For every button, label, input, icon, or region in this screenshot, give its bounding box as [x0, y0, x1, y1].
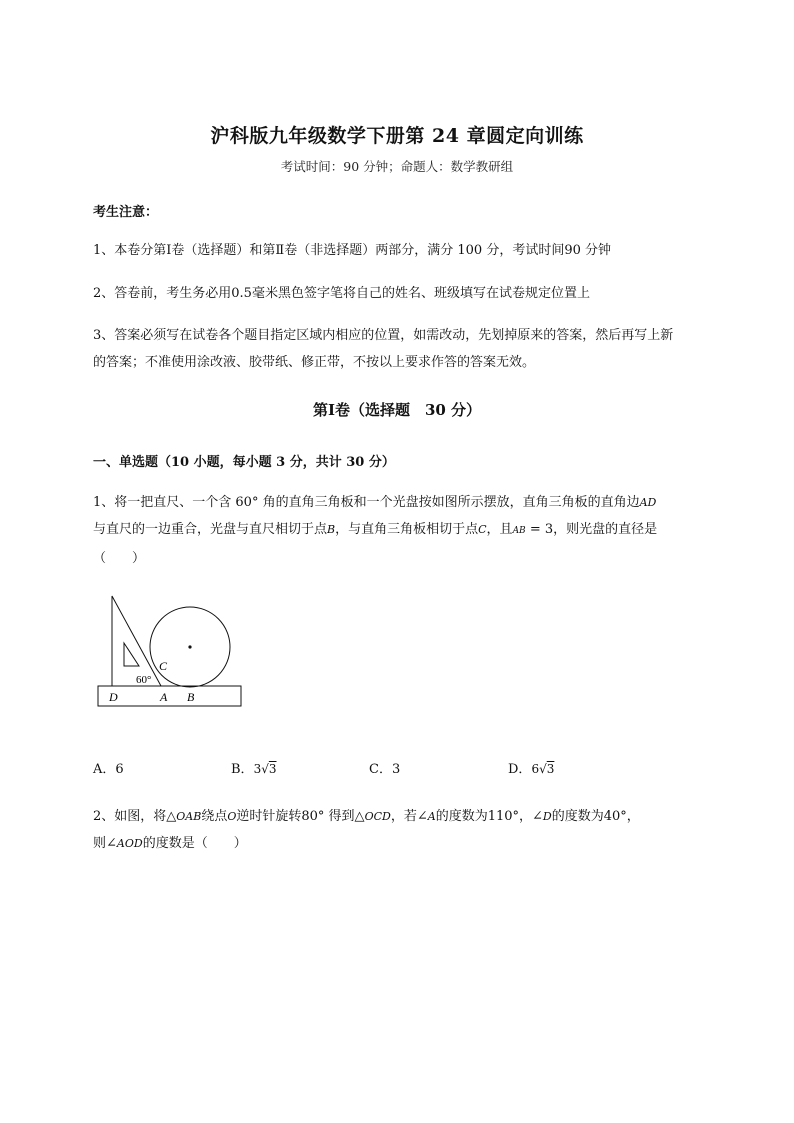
question-1-text	[93, 489, 743, 572]
section-title: 第Ⅰ卷（选择题 30 分）	[312, 401, 482, 419]
exam-subtitle: 考试时间：90 分钟；命题人：数学教研组	[280, 159, 514, 174]
q1-text-segment: ，且	[486, 522, 513, 537]
disc-center-point	[188, 645, 191, 648]
triangle-ruler-shape	[112, 596, 161, 686]
q2-var-oab: OAB	[176, 810, 202, 823]
question-2-text	[93, 803, 743, 857]
option-a-label: A．	[93, 762, 116, 777]
option-d-label: D．	[508, 762, 532, 777]
q2-text-segment: 的度数为40°，	[551, 809, 640, 824]
q2-text-segment: 2、如图，将△	[93, 809, 177, 824]
option-c-label: C．	[369, 762, 392, 777]
question-1-line-3: （ ）	[93, 551, 146, 566]
notice-item-3-line-1: 3、答案必须写在试卷各个题目指定区域内相应的位置，如需改动，先划掉原来的答案，然后再写上新	[93, 328, 674, 343]
q2-var-ocd: OCD	[364, 810, 391, 823]
q2-text-segment: 逆时针旋转80° 得到△	[236, 809, 365, 824]
notice-item-1: 1、本卷分第Ⅰ卷（选择题）和第Ⅱ卷（非选择题）两部分，满分 100 分，考试时间90 分钟	[93, 243, 611, 258]
q2-text-segment: 的度数是（ ）	[142, 836, 247, 851]
q2-var-aod: AOD	[116, 837, 143, 850]
option-b-coef: 3	[253, 762, 262, 776]
option-a-value: 6	[115, 762, 124, 777]
option-d-radicand: 3	[546, 762, 555, 776]
ruler-shape	[98, 686, 241, 706]
triangle-hole-shape	[124, 643, 139, 666]
page-title: 沪科版九年级数学下册第 24 章圆定向训练	[210, 125, 584, 147]
notice-item-3	[93, 322, 753, 376]
option-d-coef: 6	[531, 762, 540, 776]
q1-var-ab: AB	[512, 526, 526, 536]
option-b[interactable]	[231, 758, 277, 777]
q2-text-segment: ，若∠	[390, 809, 428, 824]
question-1-line-2	[93, 516, 743, 545]
q2-text-segment: 则∠	[93, 836, 117, 851]
notice-item-2: 2、答卷前，考生务必用0.5毫米黑色签字笔将自己的姓名、班级填写在试卷规定位置上	[93, 286, 590, 301]
option-d-value: 6√3	[531, 762, 555, 776]
q2-text-segment: 绕点	[201, 809, 228, 824]
q1-text-segment: = 3，则光盘的直径是	[525, 522, 658, 537]
label-angle-60: 60°	[136, 674, 152, 686]
option-a[interactable]	[93, 758, 124, 777]
q1-var-c: C	[478, 523, 487, 536]
option-c[interactable]	[369, 758, 400, 777]
q1-var-ad: AD	[639, 496, 657, 509]
notice-item-3-line-2: 的答案；不准使用涂改液、胶带纸、修正带，不按以上要求作答的答案无效。	[93, 355, 536, 370]
label-d: D	[109, 690, 118, 704]
question-2-line-2	[93, 830, 743, 857]
question-1-line-1	[93, 489, 743, 516]
q1-text-segment: 1、将一把直尺、一个含 60° 角的直角三角板和一个光盘按如图所示摆放，直角三角板的直角边	[93, 495, 640, 510]
question-1-figure	[95, 590, 247, 712]
q2-var-a: A	[427, 810, 436, 823]
option-b-radicand: 3	[268, 762, 277, 776]
q1-text-segment: 与直尺的一边重合，光盘与直尺相切于点	[93, 522, 328, 537]
option-c-value: 3	[391, 762, 401, 777]
option-b-value: 3√3	[253, 762, 277, 776]
q2-text-segment: 的度数为110°，∠	[435, 809, 543, 824]
part-title: 一、单选题（10 小题，每小题 3 分，共计 30 分）	[93, 455, 395, 470]
label-b: B	[187, 690, 195, 704]
question-2-line-1	[93, 803, 743, 830]
q1-text-segment: ，与直角三角板相切于点	[335, 522, 479, 537]
option-d[interactable]	[508, 758, 554, 777]
label-c: C	[159, 659, 168, 673]
q1-var-b: B	[327, 523, 336, 536]
option-b-label: B．	[231, 762, 254, 777]
q2-var-o: O	[227, 810, 237, 823]
q2-var-d: D	[542, 810, 552, 823]
label-a: A	[160, 690, 168, 704]
notice-heading: 考生注意：	[93, 205, 159, 220]
